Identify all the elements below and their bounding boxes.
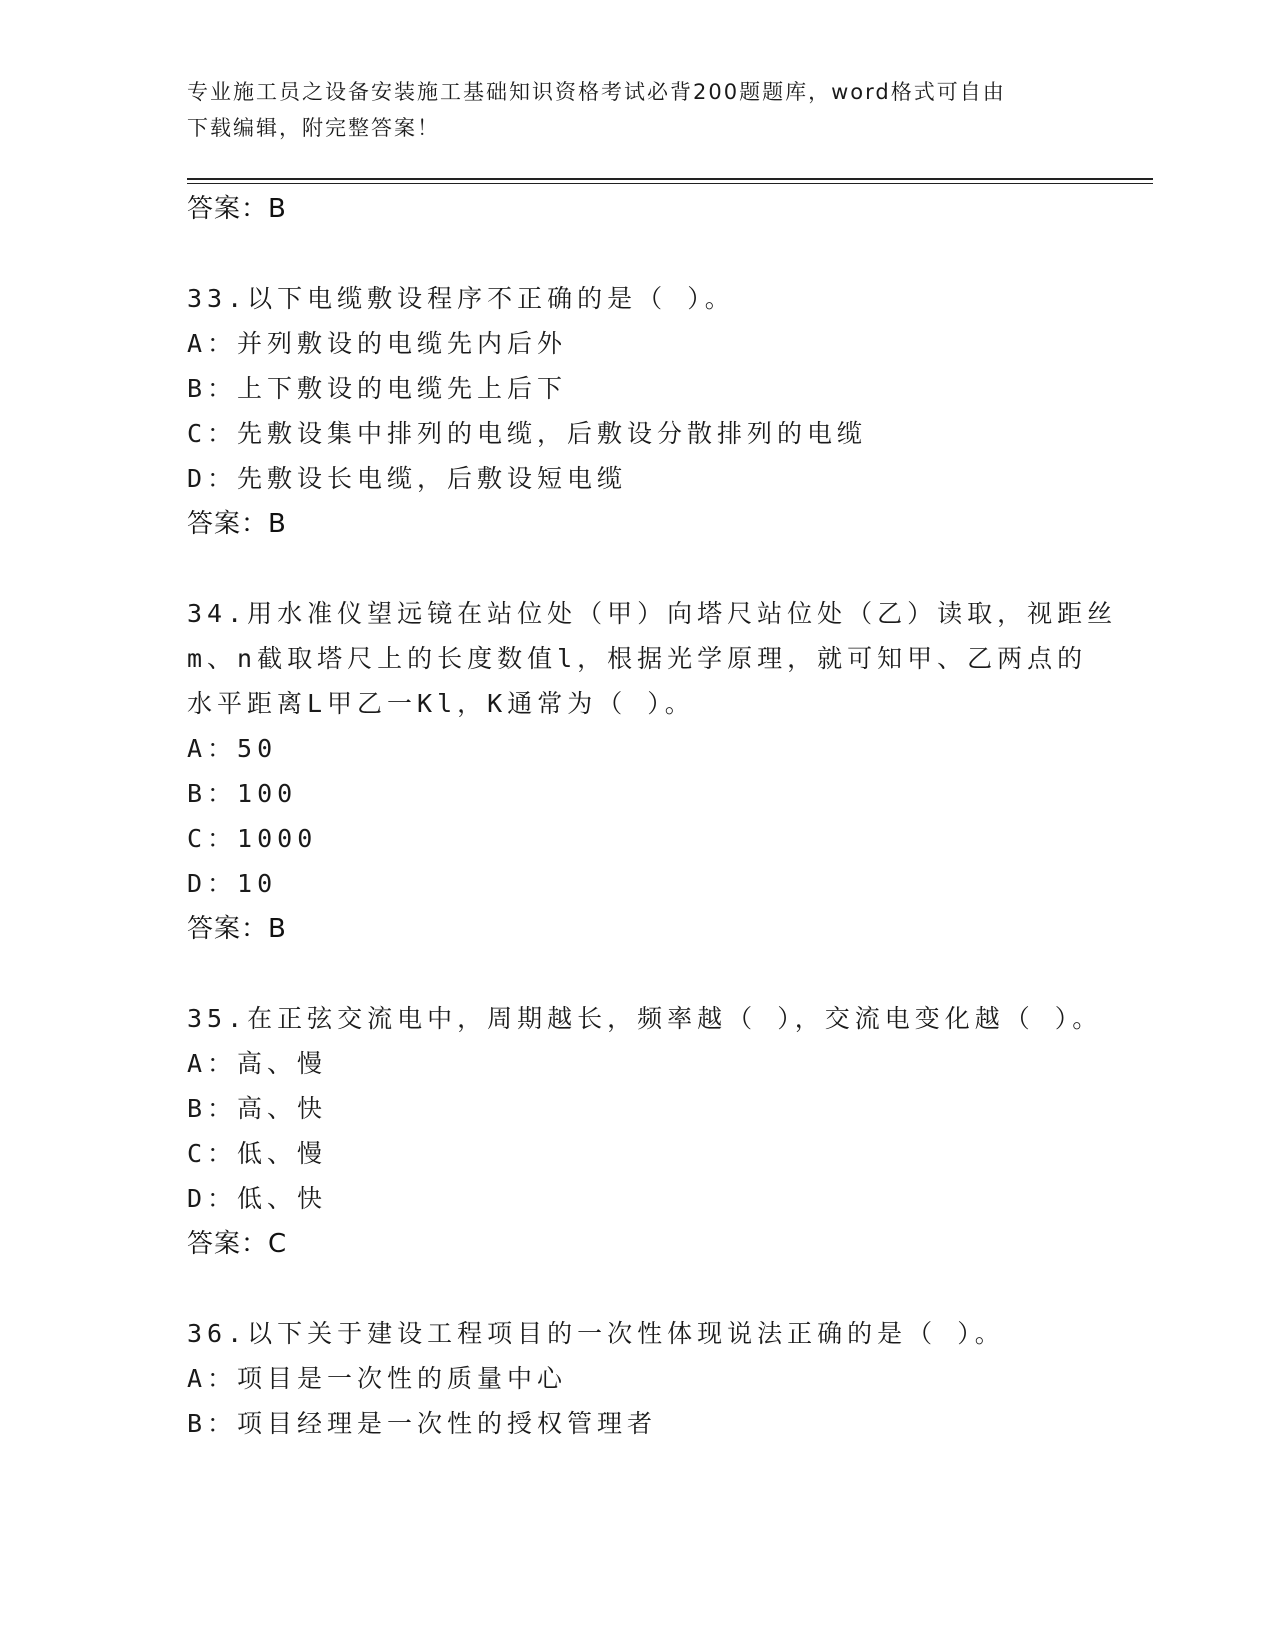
question-35-text: 35.在正弦交流电中，周期越长，频率越（ ），交流电变化越（ ）。 xyxy=(187,1004,1103,1033)
question-35-option-c: C：低、慢 xyxy=(187,1139,328,1168)
question-33-option-a: A：并列敷设的电缆先内后外 xyxy=(187,329,568,358)
question-33-option-c: C：先敷设集中排列的电缆，后敷设分散排列的电缆 xyxy=(187,419,868,448)
header-line-1: 专业施工员之设备安装施工基础知识资格考试必背200题题库，word格式可自由 xyxy=(187,80,1006,104)
question-35-option-a: A：高、慢 xyxy=(187,1049,328,1078)
question-33-option-d: D：先敷设长电缆，后敷设短电缆 xyxy=(187,464,628,493)
question-33-option-b: B：上下敷设的电缆先上后下 xyxy=(187,374,568,403)
question-33-answer: 答案：B xyxy=(187,509,287,539)
header-divider-thin xyxy=(187,183,1153,184)
header-line-2: 下载编辑，附完整答案！ xyxy=(187,116,440,140)
question-34-answer: 答案：B xyxy=(187,914,287,944)
question-35-answer: 答案：C xyxy=(187,1229,288,1259)
question-34-option-b: B：100 xyxy=(187,779,298,808)
question-34-option-a: A：50 xyxy=(187,734,278,763)
question-34-option-d: D：10 xyxy=(187,869,278,898)
question-35-option-d: D：低、快 xyxy=(187,1184,328,1213)
document-header xyxy=(187,74,1067,146)
question-35-option-b: B：高、快 xyxy=(187,1094,328,1123)
question-36-option-a: A：项目是一次性的质量中心 xyxy=(187,1364,568,1393)
question-36-option-b: B：项目经理是一次性的授权管理者 xyxy=(187,1409,658,1438)
question-34-text-line-2: m、n截取塔尺上的长度数值l，根据光学原理，就可知甲、乙两点的 xyxy=(187,644,1088,673)
question-36-text: 36.以下关于建设工程项目的一次性体现说法正确的是（ ）。 xyxy=(187,1319,1005,1348)
header-divider-thick xyxy=(187,178,1153,180)
question-34-text-line-3: 水平距离L甲乙一Kl，K通常为（ ）。 xyxy=(187,689,695,718)
question-33-text: 33.以下电缆敷设程序不正确的是（ ）。 xyxy=(187,284,735,313)
question-34-option-c: C：1000 xyxy=(187,824,318,853)
question-34-text-line-1: 34.用水准仪望远镜在站位处（甲）向塔尺站位处（乙）读取，视距丝 xyxy=(187,599,1118,628)
answer-previous: 答案：B xyxy=(187,194,287,224)
